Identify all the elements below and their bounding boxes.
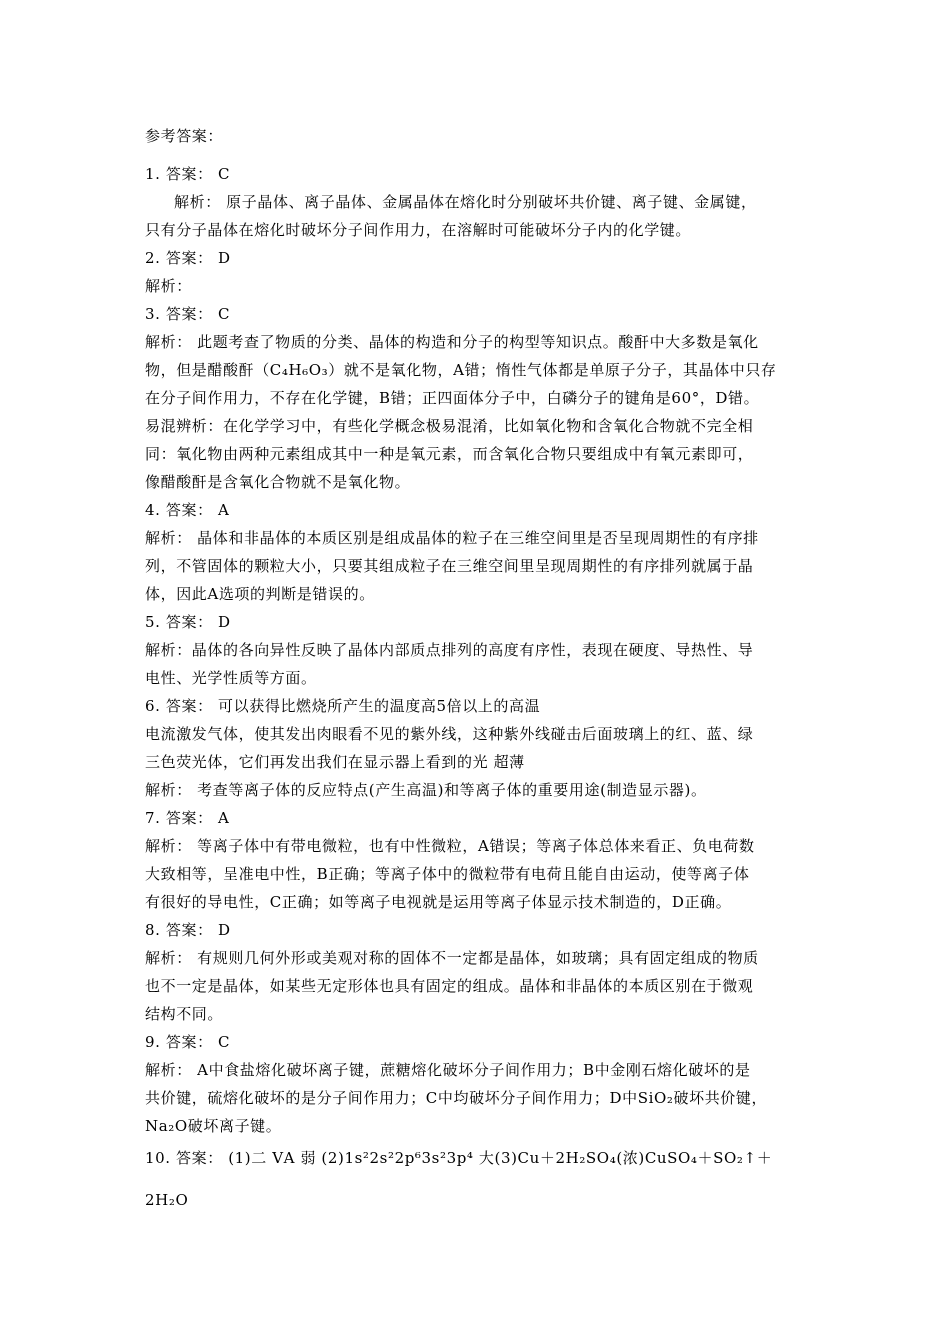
answer-5-explanation-cont: 电性、光学性质等方面。 <box>145 669 317 687</box>
spacer <box>145 1176 805 1186</box>
answer-5-label: 5. 答案： D <box>145 613 231 631</box>
answer-3-confusion-note-cont: 像醋酸酐是含氧化合物就不是氧化物。 <box>145 473 411 491</box>
answer-6-answer-cont: 三色荧光体，它们再发出我们在显示器上看到的光 超薄 <box>145 753 525 771</box>
answer-3-explanation-cont: 在分子间作用力，不存在化学键，B错；正四面体分子中，白磷分子的键角是60°，D错。 <box>145 389 760 407</box>
answer-5-explanation: 解析：晶体的各向异性反映了晶体内部质点排列的高度有序性，表现在硬度、导热性、导 <box>145 641 754 659</box>
answer-8-label: 8. 答案： D <box>145 921 231 939</box>
answer-3-confusion-note-cont: 同：氧化物由两种元素组成其中一种是氧元素，而含氧化合物只要组成中有氧元素即可， <box>145 445 754 463</box>
answer-6-answer-cont: 电流激发气体，使其发出肉眼看不见的紫外线，这种紫外线碰击后面玻璃上的红、蓝、绿 <box>145 725 754 743</box>
answer-4-explanation: 解析： 晶体和非晶体的本质区别是组成晶体的粒子在三维空间里是否呈现周期性的有序排 <box>145 529 759 547</box>
answer-8-explanation-cont: 也不一定是晶体，如某些无定形体也具有固定的组成。晶体和非晶体的本质区别在于微观 <box>145 977 754 995</box>
answer-4-explanation-cont: 列，不管固体的颗粒大小，只要其组成粒子在三维空间里呈现周期性的有序排列就属于晶 <box>145 557 754 575</box>
answer-7-explanation-cont: 有很好的导电性，C正确；如等离子电视就是运用等离子体显示技术制造的，D正确。 <box>145 893 732 911</box>
answer-6-label: 6. 答案： 可以获得比燃烧所产生的温度高5倍以上的高温 <box>145 697 541 715</box>
answer-7-explanation: 解析： 等离子体中有带电微粒，也有中性微粒，A错误；等离子体总体来看正、负电荷数 <box>145 837 755 855</box>
answer-1-explanation-cont: 只有分子晶体在熔化时破坏分子间作用力，在溶解时可能破坏分子内的化学键。 <box>145 221 692 239</box>
answer-9-label: 9. 答案： C <box>145 1033 231 1051</box>
spacer <box>145 150 805 160</box>
answer-4-label: 4. 答案： A <box>145 501 230 519</box>
answer-3-explanation-cont: 物，但是醋酸酐（C₄H₆O₃）就不是氧化物，A错；惰性气体都是单原子分子，其晶体中只存 <box>145 361 777 379</box>
answer-7-explanation-cont: 大致相等，呈准电中性，B正确；等离子体中的微粒带有电荷且能自由运动，使等离子体 <box>145 865 750 883</box>
answer-1-explanation: 解析： 原子晶体、离子晶体、金属晶体在熔化时分别破坏共价键、离子键、金属键， <box>174 193 757 211</box>
answer-4-explanation-cont: 体，因此A选项的判断是错误的。 <box>145 585 375 603</box>
answer-9-explanation-cont: Na₂O破坏离子键。 <box>145 1117 282 1135</box>
answer-1-label: 1. 答案： C <box>145 165 231 183</box>
answer-2-explanation: 解析： <box>145 277 192 295</box>
answer-9-explanation-cont: 共价键，硫熔化破坏的是分子间作用力；C中均破坏分子间作用力；D中SiO₂破坏共价键， <box>145 1089 768 1107</box>
answer-10-label: 10. 答案： (1)二 ⅤA 弱 (2)1s²2s²2p⁶3s²3p⁴ 大(3)Cu＋2H₂SO₄(浓)CuSO₄＋SO₂↑＋ <box>145 1149 773 1167</box>
answer-8-explanation: 解析： 有规则几何外形或美观对称的固体不一定都是晶体，如玻璃；具有固定组成的物质 <box>145 949 759 967</box>
answer-document <box>145 122 805 1214</box>
answer-7-label: 7. 答案： A <box>145 809 230 827</box>
answer-8-explanation-cont: 结构不同。 <box>145 1005 224 1023</box>
answer-3-explanation: 解析： 此题考查了物质的分类、晶体的构造和分子的构型等知识点。酸酐中大多数是氧化 <box>145 333 759 351</box>
answer-2-label: 2. 答案： D <box>145 249 231 267</box>
answer-3-confusion-note: 易混辨析：在化学学习中，有些化学概念极易混淆，比如氧化物和含氧化合物就不完全相 <box>145 417 754 435</box>
answer-10-answer-cont: 2H₂O <box>145 1191 189 1209</box>
answer-9-explanation: 解析： A中食盐熔化破坏离子键，蔗糖熔化破坏分子间作用力；B中金刚石熔化破坏的是 <box>145 1061 751 1079</box>
answer-3-label: 3. 答案： C <box>145 305 231 323</box>
answer-6-explanation: 解析： 考查等离子体的反应特点(产生高温)和等离子体的重要用途(制造显示器)。 <box>145 781 707 799</box>
document-heading: 参考答案： <box>145 127 224 145</box>
